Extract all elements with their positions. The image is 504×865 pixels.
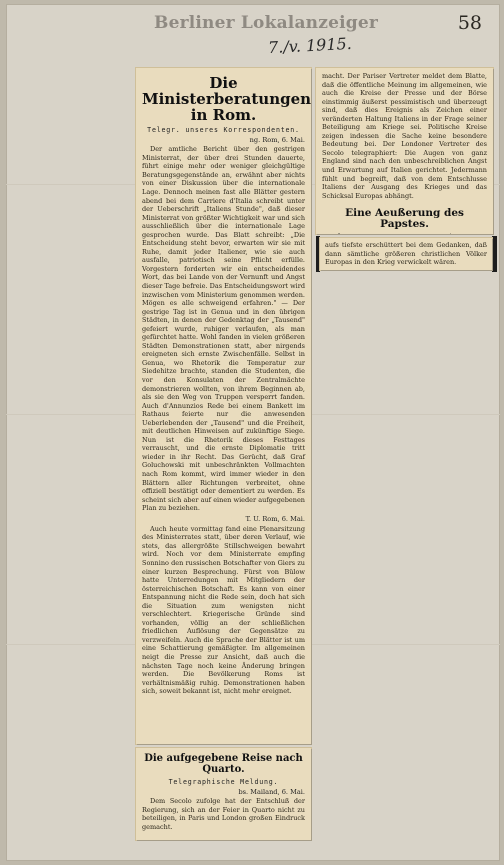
archive-sheet bbox=[6, 4, 500, 861]
article-subtitle: Telegr. unseres Korrespondenten. bbox=[147, 126, 300, 135]
article-body bbox=[142, 797, 305, 831]
article-title: Die aufgegebene Reise nach Quarto. bbox=[144, 753, 303, 775]
paragraph: macht. Der Pariser Vertreter meldet dem Blatte, daß die öffentliche Meinung im allgemeinen, wie auch die Kreise der Presse und der Börse einstimmig äußerst pessimistisch und überzeugt sind, daß dies Ereignis als Zeichen einer veränderten Haltung Italiens in der Frage seiner Beteiligung am Kriege sei. Politische Kreise zeigen indessen die Sache keine besondere Bedeutung bei. Der Londoner Vertreter des Secolo telegraphiert: Die Augen von ganz England sind nach den unbeschreiblichen Angst und Erwartung auf Italien gerichtet. Jedermann fühlt und begreift, daß von dem Entschlusse Italiens der Ausgang des Krieges und das Schicksal Europas abhängt. bbox=[322, 72, 487, 200]
clip-shadow-edge bbox=[492, 236, 497, 272]
clipping-papst bbox=[316, 68, 493, 234]
paragraph: aufs tiefste erschüttert bei dem Gedanken, daß dann sämtliche größeren christlichen Völker Europas in den Krieg verwickelt wären. bbox=[325, 241, 487, 267]
title-line-2: in Rom. bbox=[190, 105, 257, 124]
article-dateline: ng. Rom, 6. Mai. bbox=[249, 136, 305, 145]
paragraph: Auch heute vormittag fand eine Plenarsitzung des Ministerrates statt, über deren Verlauf, wie stets, das allergrößte Stillschweigen bewahrt wird. Noch vor dem Ministerrate empfing Sonnino den russischen Botschafter von Giers zu einer kurzen Besprechung. Fürst von Bülow hatte Unterredungen mit Mitgliedern der österreichischen Botschaft. Es kann von einer Entspannung nicht die Rede sein, doch hat sich die Situation zum wenigsten nicht verschlechtert. Kriegerische Gründe sind vorhanden, völlig an der schließlichen friedlichen Auflösung der Gegensätze zu verzweifeln. Auch die Sprache der Blätter ist um eine Schattierung gemäßigter. Im allgemeinen neigt die Presse zur Ansicht, daß auch die nächsten Tage noch keine Änderung bringen werden. Die Bevölkerung Roms ist verhältnismäßig ruhig. Demonstrationen haben sich, soweit bekannt ist, nicht mehr ereignet. bbox=[142, 524, 305, 696]
paragraph: Der amtliche Bericht über den gestrigen Ministerrat, der über drei Stunden dauerte, führt einige mehr oder weniger gleichgültige Beratungsgegenstände an, erwähnt aber nichts von einer Diskussion über die internationale Lage. Dennoch meinen fast alle Blätter gestern abend bei dem Carriere d'Italia schreibt unter der Ueberschrift „Italiens Stunde", daß dieser Ministerrat von größter Wichtigkeit war und sich ausschließlich über die internationale Lage gesprochen wurde. Das Blatt schreibt: „Die Entscheidung steht bevor, erwarten wir sie mit Ruhe, damit jeder Italiener, wie sie auch ausfalle, patriotisch seine Pflicht erfülle. Vorgestern forderten wir ein entscheidendes Wort, das bei Lande von der Vernunft und Angst dieser Tage befreie. Das Entscheidungswort wird inzwischen vom Ministerium genommen werden. Mögen es alle schweigend erfahren." — Der gestrige Tag ist in Genua und in den übrigen Städten, in denen der Gedenktag der „Tausend" gefeiert wurde, ruhiger verlaufen, als man gefürchtet hatte. Wohl fanden in vielen größeren Städten Demonstrationen statt, aber nirgends ereigneten sich ernste Zwischenfälle. Selbst in Genua, wo Rhetorik die Temperatur zur Siedehitze brachte, standen die Studenten, die vor den Konsulaten der Zentralmächte demonstrieren wollten, von ihrem Beginnen ab, als sie den Weg von Truppen versperrt fanden. Auch d'Annunzios Rede bei einem Bankett im Rathaus feierte nur die anwesenden Ueberlebenden der „Tausend" und die Freiheit, mit deutlichen Hinweisen auf zukünftige Siege. Nun ist die Rhetorik dieses Festtages verrauscht, und die ernste Diplomatie tritt wieder in ihr Recht. Das Gerücht, daß Graf Goluchowski mit unbeschränkten Vollmachten nach Rom kommt, wird immer wieder in den Blättern aller Richtungen verbreitet, ohne offiziell bestätigt oder dementiert zu werden. Es scheint sich aber auf einen wieder aufgegebenen Plan zu beziehen. bbox=[142, 145, 305, 513]
paragraph: Dem Secolo zufolge hat der Entschluß der Regierung, sich an der Feier in Quarto nicht zu beteiligen, in Paris und London großen Eindruck gemacht. bbox=[142, 797, 305, 831]
clipping-quarto bbox=[136, 748, 311, 840]
handwritten-date: 7./v. 1915. bbox=[267, 33, 353, 58]
article-body bbox=[325, 241, 487, 267]
article-body bbox=[142, 145, 305, 695]
newspaper-masthead: Berliner Lokalanzeiger bbox=[154, 13, 379, 33]
clipping-ministerberatungen bbox=[136, 68, 311, 744]
clipping-papst-end bbox=[320, 238, 492, 270]
article-dateline: bs. Mailand, 6. Mai. bbox=[238, 788, 305, 796]
second-dateline: T. U. Rom, 6. Mai. bbox=[245, 514, 305, 523]
page-number: 58 bbox=[457, 12, 482, 34]
article-subtitle bbox=[322, 233, 487, 234]
article-title: Eine Aeußerung des Papstes. bbox=[345, 207, 464, 231]
article-title bbox=[142, 74, 311, 124]
continuation-body bbox=[322, 72, 487, 200]
title-line-1: Die Ministerberatungen bbox=[142, 74, 311, 108]
article-subtitle: Telegraphische Meldung. bbox=[168, 778, 279, 786]
